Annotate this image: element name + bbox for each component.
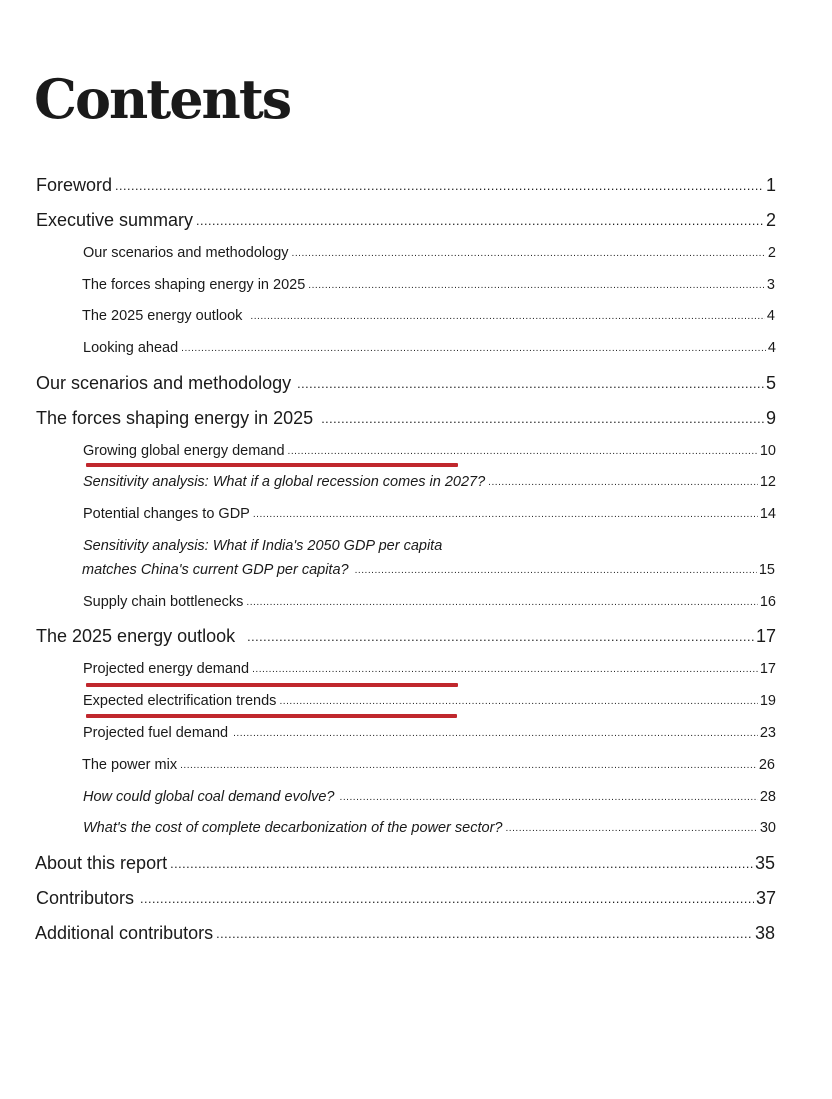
dot-leader xyxy=(216,927,753,940)
toc-page-number: 2 xyxy=(765,210,776,230)
toc-page-number: 2 xyxy=(767,245,776,261)
highlight-underline xyxy=(86,683,458,687)
toc-entry-label: About this report xyxy=(35,853,168,873)
toc-entry-label: Contributors xyxy=(36,888,135,908)
toc-page-number: 4 xyxy=(767,340,776,356)
dot-leader xyxy=(115,179,764,192)
toc-entry-forces-shaping[interactable] xyxy=(36,408,776,429)
dot-leader xyxy=(233,728,758,738)
toc-page-number: 17 xyxy=(755,626,776,646)
toc-subentry-sensitivity-india-line1[interactable]: Sensitivity analysis: What if India's 2050 GDP per capita xyxy=(83,538,443,554)
toc-entry-label: Expected electrification trends xyxy=(83,693,277,709)
toc-subentry-supply-chain[interactable] xyxy=(83,594,776,610)
dot-leader xyxy=(140,892,754,905)
toc-entry-label: The power mix xyxy=(82,757,178,773)
page-title: Contents xyxy=(34,67,291,131)
toc-entry-label: Our scenarios and methodology xyxy=(83,245,289,261)
toc-entry-label: Potential changes to GDP xyxy=(83,506,250,522)
toc-entry-label: What's the cost of complete decarbonization of the power sector? xyxy=(83,820,503,836)
toc-entry-label: Projected fuel demand xyxy=(83,725,229,741)
toc-page-number: 5 xyxy=(765,373,776,393)
toc-entry-contributors[interactable] xyxy=(36,888,776,909)
toc-page-number: 17 xyxy=(759,661,776,677)
toc-page-number: 38 xyxy=(754,923,775,943)
dot-leader xyxy=(247,630,754,643)
toc-page-number: 19 xyxy=(759,693,776,709)
toc-subentry-projected-energy-demand[interactable] xyxy=(83,661,776,677)
toc-entry-about-report[interactable] xyxy=(35,853,775,874)
toc-page-number: 35 xyxy=(754,853,775,873)
toc-page-number: 14 xyxy=(759,506,776,522)
toc-page-number: 1 xyxy=(765,175,776,195)
toc-entry-label: Projected energy demand xyxy=(83,661,250,677)
toc-page-number: 15 xyxy=(758,562,775,578)
toc-entry-label: Additional contributors xyxy=(35,923,214,943)
toc-subentry-forces-shaping[interactable] xyxy=(82,277,775,293)
highlight-underline xyxy=(86,714,457,718)
dot-leader xyxy=(297,377,764,390)
dot-leader xyxy=(246,597,757,607)
dot-leader xyxy=(279,696,757,706)
dot-leader xyxy=(170,857,753,870)
toc-entry-label: The forces shaping energy in 2025 xyxy=(82,277,306,293)
dot-leader xyxy=(340,792,758,802)
toc-subentry-energy-outlook[interactable] xyxy=(82,308,775,324)
dot-leader xyxy=(196,214,764,227)
toc-entry-foreword[interactable] xyxy=(36,175,776,196)
toc-entry-label: Growing global energy demand xyxy=(83,443,285,459)
toc-subentry-projected-fuel-demand[interactable] xyxy=(83,725,776,741)
toc-entry-scenarios-methodology[interactable] xyxy=(36,373,776,394)
toc-page-number: 3 xyxy=(766,277,775,293)
toc-subentry-sensitivity-india[interactable] xyxy=(82,562,775,578)
toc-entry-label: The forces shaping energy in 2025 xyxy=(36,408,314,428)
toc-page-number: 30 xyxy=(759,820,776,836)
toc-entry-label: Supply chain bottlenecks xyxy=(83,594,244,610)
toc-entry-label: Executive summary xyxy=(36,210,194,230)
toc-entry-energy-outlook[interactable] xyxy=(36,626,776,647)
toc-page-number: 10 xyxy=(759,443,776,459)
toc-entry-label: How could global coal demand evolve? xyxy=(83,789,335,805)
dot-leader xyxy=(288,446,758,456)
toc-subentry-power-mix[interactable] xyxy=(82,757,775,773)
toc-page-number: 23 xyxy=(759,725,776,741)
toc-subentry-gdp-changes[interactable] xyxy=(83,506,776,522)
toc-entry-label: Our scenarios and methodology xyxy=(36,373,292,393)
dot-leader xyxy=(488,477,758,487)
toc-page-number: 16 xyxy=(759,594,776,610)
toc-entry-label: matches China's current GDP per capita? xyxy=(82,562,349,578)
toc-page-number: 12 xyxy=(759,474,776,490)
toc-subentry-coal-demand[interactable] xyxy=(83,789,776,805)
toc-entry-label: Foreword xyxy=(36,175,113,195)
dot-leader xyxy=(253,509,758,519)
toc-page-number: 26 xyxy=(758,757,775,773)
toc-page-number: 9 xyxy=(765,408,776,428)
toc-entry-label: The 2025 energy outlook xyxy=(36,626,236,646)
dot-leader xyxy=(292,248,766,258)
toc-entry-additional-contributors[interactable] xyxy=(35,923,775,944)
toc-page-number: 4 xyxy=(766,308,775,324)
dot-leader xyxy=(308,280,765,290)
toc-page-number: 28 xyxy=(759,789,776,805)
dot-leader xyxy=(180,760,757,770)
dot-leader xyxy=(505,823,757,833)
toc-entry-executive-summary[interactable] xyxy=(36,210,776,231)
toc-subentry-decarbonization-cost[interactable] xyxy=(83,820,776,836)
toc-subentry-looking-ahead[interactable] xyxy=(83,340,776,356)
dot-leader xyxy=(321,412,764,425)
toc-subentry-sensitivity-recession[interactable] xyxy=(83,474,776,490)
dot-leader xyxy=(355,565,757,575)
dot-leader xyxy=(250,311,765,321)
toc-subentry-electrification-trends[interactable] xyxy=(83,693,776,709)
toc-entry-label: Looking ahead xyxy=(83,340,179,356)
toc-subentry-growing-demand[interactable] xyxy=(83,443,776,459)
toc-page-number: 37 xyxy=(755,888,776,908)
highlight-underline xyxy=(86,463,458,467)
toc-entry-label: The 2025 energy outlook xyxy=(82,308,243,324)
toc-subentry-scenarios-methodology[interactable] xyxy=(83,245,776,261)
dot-leader xyxy=(252,664,758,674)
toc-entry-label: Sensitivity analysis: What if a global recession comes in 2027? xyxy=(83,474,486,490)
dot-leader xyxy=(181,343,766,353)
